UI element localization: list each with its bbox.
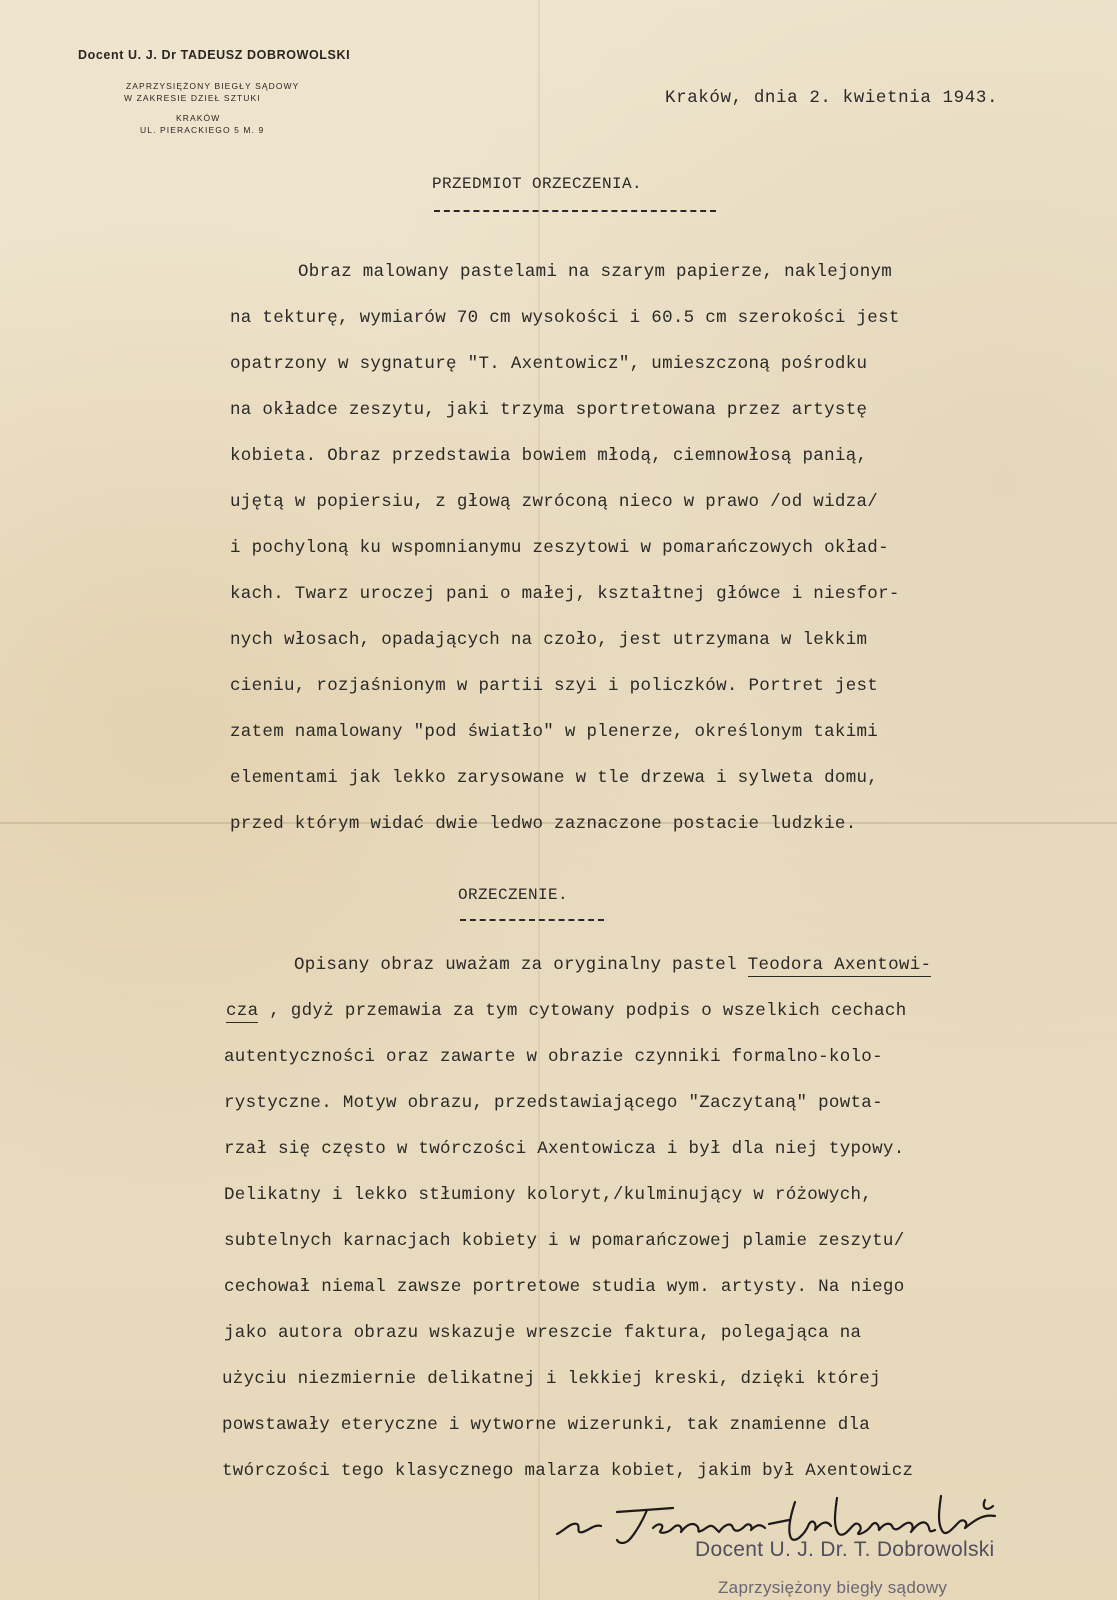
letterhead-name: Docent U. J. Dr TADEUSZ DOBROWOLSKI: [78, 48, 351, 62]
body-line: i pochyloną ku wspomnianymu zeszytowi w pomarańczowych okład-: [230, 538, 889, 558]
body-line: rystyczne. Motyw obrazu, przedstawiającego "Zaczytaną" powta-: [224, 1093, 883, 1113]
paper-fold-vertical: [538, 0, 540, 1600]
body-line: Delikatny i lekko stłumiony koloryt,/kulminujący w różowych,: [224, 1185, 873, 1205]
body-line: [226, 1001, 907, 1021]
section-heading-subject: PRZEDMIOT ORZECZENIA.: [432, 175, 643, 193]
body-text: Opisany obraz uważam za oryginalny pastel: [294, 955, 748, 975]
body-line: zatem namalowany "pod światło" w plenerze, określonym takimi: [230, 722, 879, 742]
body-line: kobieta. Obraz przedstawia bowiem młodą, ciemnowłosą panią,: [230, 446, 868, 466]
body-line: subtelnych karnacjach kobiety i w pomarańczowej plamie zeszytu/: [224, 1231, 905, 1251]
underlined-artist-name: cza: [226, 1001, 259, 1021]
body-line: użyciu niezmiernie delikatnej i lekkiej kreski, dzięki której: [222, 1369, 881, 1389]
body-line: na okładce zeszytu, jaki trzyma sportretowana przez artystę: [230, 400, 868, 420]
body-line: [294, 955, 931, 975]
letterhead-title: ZAPRZYSIĘŻONY BIEGŁY SĄDOWY: [126, 81, 300, 91]
stamp-title: Zaprzysiężony biegły sądowy: [718, 1578, 948, 1597]
body-line: kach. Twarz uroczej pani o małej, kształtnej główce i niesfor-: [230, 584, 900, 604]
body-line: Obraz malowany pastelami na szarym papierze, naklejonym: [298, 262, 893, 282]
body-text: , gdyż przemawia za tym cytowany podpis o wszelkich cechach: [258, 1001, 907, 1021]
body-line: elementami jak lekko zarysowane w tle drzewa i sylweta domu,: [230, 768, 879, 788]
letterhead-address: UL. PIERACKIEGO 5 M. 9: [140, 125, 265, 135]
body-line: powstawały eteryczne i wytworne wizerunki, tak znamienne dla: [222, 1415, 871, 1435]
document-date: Kraków, dnia 2. kwietnia 1943.: [665, 88, 999, 108]
body-line: cieniu, rozjaśnionym w partii szyi i policzków. Portret jest: [230, 676, 879, 696]
letterhead: [78, 48, 368, 136]
section-heading-opinion: ORZECZENIE.: [458, 886, 569, 904]
stamp-name: Docent U. J. Dr. T. Dobrowolski: [695, 1538, 995, 1561]
heading-dashed-rule: [460, 919, 604, 921]
body-line: na tekturę, wymiarów 70 cm wysokości i 60.5 cm szerokości jest: [230, 308, 900, 328]
body-line: twórczości tego klasycznego malarza kobiet, jakim był Axentowicz: [222, 1461, 914, 1481]
body-line: autentyczności oraz zawarte w obrazie czynniki formalno-kolo-: [224, 1047, 883, 1067]
body-line: opatrzony w sygnaturę "T. Axentowicz", umieszczoną pośrodku: [230, 354, 868, 374]
underlined-artist-name: Teodora Axentowi-: [747, 955, 932, 975]
body-line: przed którym widać dwie ledwo zaznaczone postacie ludzkie.: [230, 814, 857, 834]
body-line: ujętą w popiersiu, z głową zwróconą nieco w prawo /od widza/: [230, 492, 879, 512]
body-line: nych włosach, opadających na czoło, jest utrzymana w lekkim: [230, 630, 868, 650]
letterhead-city: KRAKÓW: [176, 113, 221, 123]
body-line: jako autora obrazu wskazuje wreszcie faktura, polegająca na: [224, 1323, 862, 1343]
letterhead-field: W ZAKRESIE DZIEŁ SZTUKI: [124, 93, 261, 103]
body-line: cechował niemal zawsze portretowe studia wym. artysty. Na niego: [224, 1277, 905, 1297]
heading-dashed-rule: [434, 210, 716, 212]
body-line: rzał się często w twórczości Axentowicza i był dla niej typowy.: [224, 1139, 905, 1159]
